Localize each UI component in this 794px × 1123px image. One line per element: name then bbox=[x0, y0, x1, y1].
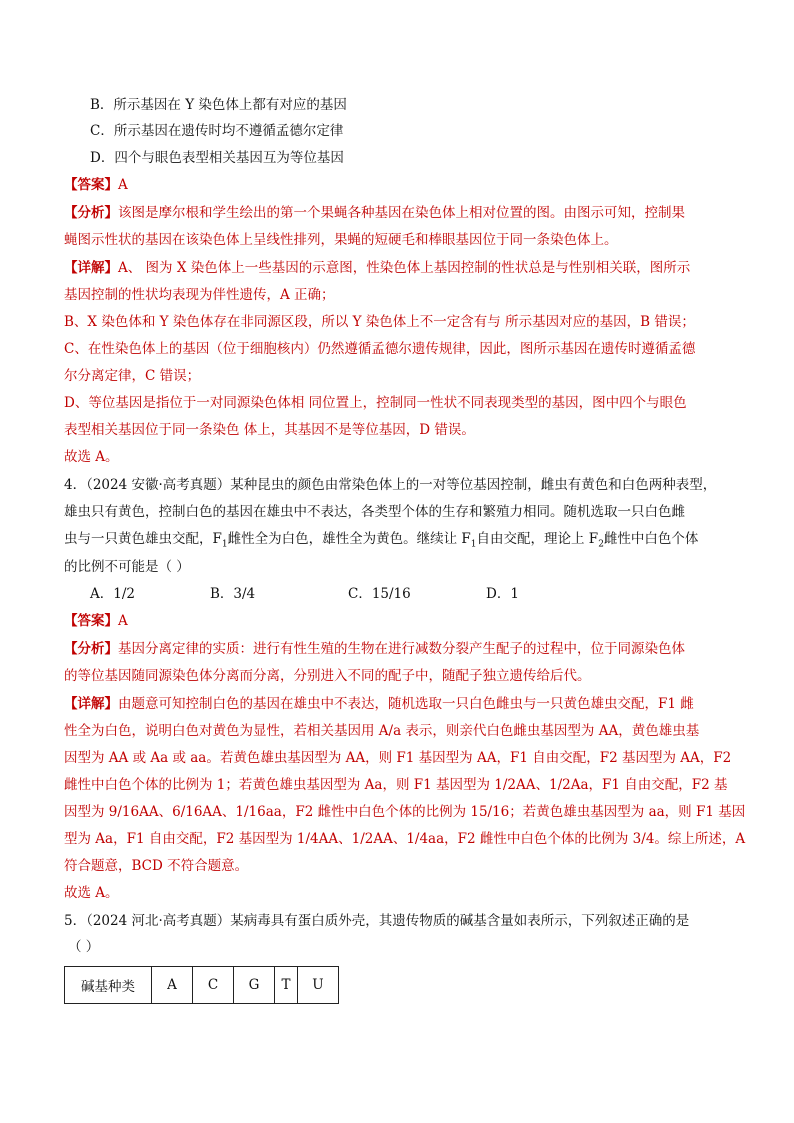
q3-analysis-line2: 蝇图示性状的基因在该染色体上呈线性排列，果蝇的短硬毛和棒眼基因位于同一条染色体上。 bbox=[64, 232, 618, 248]
q3-detail-line5: 尔分离定律，C 错误； bbox=[64, 368, 201, 384]
detail-tag: 【详解】 bbox=[64, 260, 118, 276]
q4-answer bbox=[64, 611, 128, 631]
q4-analysis-line1 bbox=[64, 639, 685, 659]
table-cell: C bbox=[193, 967, 234, 1004]
detail-text: A、 图为 X 染色体上一些基因的示意图，性染色体上基因控制的性状总是与性别相关联，图所示 bbox=[118, 260, 691, 276]
analysis-tag: 【分析】 bbox=[64, 641, 118, 657]
q4-detail-line7: 符合题意，BCD 不符合题意。 bbox=[64, 858, 249, 874]
q4-stem-line2: 雄虫只有黄色，控制白色的基因在雄虫中不表达，各类型个体的生存和繁殖力相同。随机选取一只白色雌 bbox=[64, 504, 685, 520]
q4-analysis-line2: 的等位基因随同源染色体分离而分离，分别进入不同的配子中，随配子独立遗传给后代。 bbox=[64, 668, 591, 684]
analysis-tag: 【分析】 bbox=[64, 205, 118, 221]
q4-sub: 1 bbox=[221, 539, 228, 550]
q4-text: 雌性中白色个体 bbox=[603, 531, 699, 547]
q5-stem-line2: （ ） bbox=[68, 939, 100, 955]
q4-detail-line6: 型为 Aa，F1 自由交配，F2 基因型为 1/4AA、1/2AA、1/4aa，F2 雌性中白色个体的比例为 3/4。综上所述，A bbox=[64, 831, 746, 847]
detail-tag: 【详解】 bbox=[64, 696, 118, 712]
q3-detail-line7: 表型相关基因位于同一条染色 体上，其基因不是等位基因，D 错误。 bbox=[64, 422, 475, 438]
q4-stem-line4: 的比例不可能是（ ） bbox=[64, 559, 190, 575]
table-cell: T bbox=[275, 967, 298, 1004]
q4-text: 虫与一只黄色雄虫交配，F bbox=[64, 531, 222, 547]
q4-text: 雌性全为白色，雄性全为黄色。继续让 F bbox=[227, 531, 471, 547]
q3-analysis-line1 bbox=[64, 203, 685, 223]
q3-detail-line2: 基因控制的性状均表现为伴性遗传，A 正确； bbox=[64, 287, 335, 303]
analysis-text: 该图是摩尔根和学生绘出的第一个果蝇各种基因在染色体上相对位置的图。由图示可知，控制果 bbox=[118, 205, 685, 221]
q4-detail-line1 bbox=[64, 694, 694, 714]
q4-option-c: C．15/16 bbox=[348, 586, 411, 602]
table-cell: U bbox=[298, 967, 339, 1004]
answer-tag: 【答案】 bbox=[64, 613, 118, 629]
q4-option-d: D．1 bbox=[486, 586, 519, 602]
q4-option-a: A．1/2 bbox=[90, 586, 135, 602]
q3-option-c: C．所示基因在遗传时均不遵循孟德尔定律 bbox=[90, 123, 344, 139]
table-header-cell: 碱基种类 bbox=[65, 967, 152, 1004]
q3-detail-line1 bbox=[64, 258, 690, 278]
table-row bbox=[65, 967, 339, 1004]
q3-detail-line4: C、在性染色体上的基因（位于细胞核内）仍然遵循孟德尔遗传规律，因此，图所示基因在遗传时遵循孟德 bbox=[64, 341, 696, 357]
q4-sub: 1 bbox=[470, 539, 477, 550]
q5-stem-line1: 5．（2024 河北·高考真题）某病毒具有蛋白质外壳，其遗传物质的碱基含量如表所示，下列叙述正确的是 bbox=[64, 913, 690, 929]
q4-sub: 2 bbox=[598, 539, 604, 550]
table-cell: G bbox=[234, 967, 275, 1004]
q3-option-d: D．四个与眼色表型相关基因互为等位基因 bbox=[90, 150, 344, 166]
analysis-text: 基因分离定律的实质：进行有性生殖的生物在进行减数分裂产生配子的过程中，位于同源染色体 bbox=[118, 641, 685, 657]
q4-detail-line5: 因型为 9/16AA、6/16AA、1/16aa，F2 雌性中白色个体的比例为 15/16；若黄色雄虫基因型为 aa，则 F1 基因 bbox=[64, 804, 746, 820]
q4-detail-line2: 性全为白色，说明白色对黄色为显性，若相关基因用 A/a 表示，则亲代白色雌虫基因型为 AA，黄色雄虫基 bbox=[64, 723, 700, 739]
answer-value: A bbox=[118, 177, 128, 193]
q4-detail-line3: 因型为 AA 或 Aa 或 aa。若黄色雄虫基因型为 AA，则 F1 基因型为 AA，F1 自由交配，F2 基因型为 AA，F2 bbox=[64, 750, 732, 766]
q3-detail-line6: D、等位基因是指位于一对同源染色体相 同位置上，控制同一性状不同表现类型的基因，图中四个与眼色 bbox=[64, 395, 687, 411]
answer-tag: 【答案】 bbox=[64, 177, 118, 193]
q3-answer bbox=[64, 175, 128, 195]
q3-conclusion: 故选 A。 bbox=[64, 449, 119, 465]
base-content-table bbox=[64, 966, 339, 1004]
q4-text: 自由交配，理论上 F bbox=[476, 531, 599, 547]
q4-conclusion: 故选 A。 bbox=[64, 885, 119, 901]
q4-stem-line3 bbox=[64, 529, 698, 549]
answer-value: A bbox=[118, 613, 128, 629]
q4-option-b: B．3/4 bbox=[210, 586, 256, 602]
q3-detail-line3: B、X 染色体和 Y 染色体存在非同源区段，所以 Y 染色体上不一定含有与 所示基因对应的基因，B 错误； bbox=[64, 314, 695, 330]
q4-stem-line1: 4．（2024 安徽·高考真题）某种昆虫的颜色由常染色体上的一对等位基因控制，雌虫有黄色和白色两种表型， bbox=[64, 477, 717, 493]
q3-option-b: B．所示基因在 Y 染色体上都有对应的基因 bbox=[90, 97, 347, 113]
table-cell: A bbox=[152, 967, 193, 1004]
detail-text: 由题意可知控制白色的基因在雄虫中不表达，随机选取一只白色雌虫与一只黄色雄虫交配，F1 雌 bbox=[118, 696, 694, 712]
q4-detail-line4: 雌性中白色个体的比例为 1；若黄色雄虫基因型为 Aa，则 F1 基因型为 1/2AA、1/2Aa，F1 自由交配，F2 基 bbox=[64, 777, 728, 793]
